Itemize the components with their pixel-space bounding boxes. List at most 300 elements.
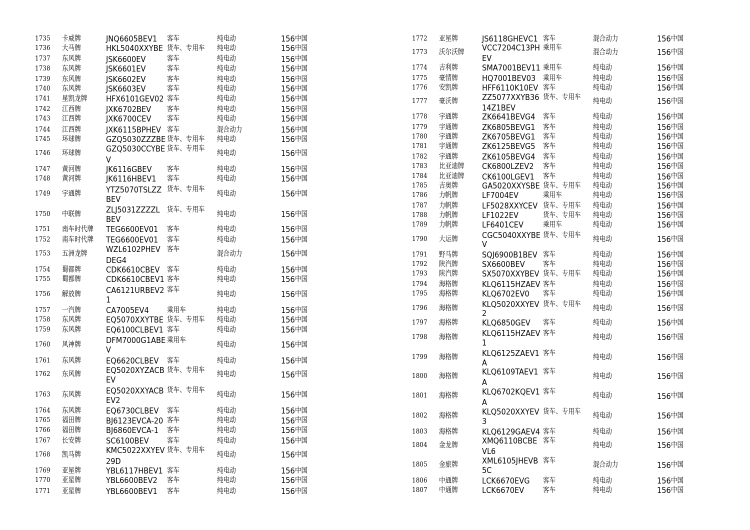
row-number: 1793 [412, 270, 428, 278]
brand-name: 力帆牌 [439, 211, 458, 220]
batch-number: 156 [657, 200, 671, 211]
power-type: 纯电动 [217, 290, 236, 298]
brand-name: 东风牌 [62, 85, 81, 93]
table-row [35, 386, 375, 406]
vehicle-type: 客车 [167, 326, 180, 334]
model-code: CDK6610CBEV1 [106, 275, 165, 285]
country: 中国 [294, 477, 308, 485]
model-code: ZK6805BEVG1 [482, 122, 536, 132]
batch-number: 156 [657, 426, 671, 437]
country: 中国 [670, 486, 684, 495]
power-type: 纯电动 [217, 175, 236, 184]
brand-name: 海格牌 [439, 319, 458, 328]
batch-number: 156 [281, 188, 295, 199]
power-type: 纯电动 [217, 149, 236, 158]
table-row [412, 201, 747, 211]
brand-name: 东风牌 [62, 326, 81, 334]
power-type: 纯电动 [593, 182, 612, 190]
brand-name: 海格牌 [439, 427, 458, 436]
model-code: EQ6730CLBEV [106, 405, 159, 416]
batch-number: 156 [281, 54, 295, 64]
vehicle-type: 客车 [543, 329, 556, 337]
brand-name: 南车时代牌 [62, 235, 94, 244]
country: 中国 [294, 235, 308, 244]
model-code: ZK6705BEVG1 [482, 132, 536, 142]
model-code: YBL6600BEV1 [106, 486, 158, 496]
vehicle-type: 货车、专用车 [167, 185, 205, 194]
batch-number: 156 [657, 411, 671, 421]
power-type: 混合动力 [593, 35, 619, 43]
batch-number: 156 [281, 34, 295, 44]
table-row [35, 34, 375, 44]
row-number: 1786 [412, 192, 428, 200]
table-row [35, 446, 375, 466]
power-type: 纯电动 [593, 192, 612, 200]
table-row [35, 486, 375, 496]
vehicle-type: 客车 [167, 356, 180, 365]
brand-name: 环球牌 [62, 149, 81, 158]
table-row [412, 73, 747, 83]
power-type: 纯电动 [217, 406, 236, 415]
row-number: 1800 [412, 373, 428, 381]
power-type: 纯电动 [217, 65, 236, 73]
table-row [35, 94, 375, 104]
country: 中国 [670, 251, 684, 259]
batch-number: 156 [657, 289, 671, 299]
brand-name: 比亚迪牌 [439, 162, 465, 170]
batch-number: 156 [657, 34, 671, 44]
table-row [412, 221, 747, 231]
brand-name: 南车时代牌 [62, 225, 94, 234]
batch-number: 156 [281, 425, 295, 436]
vehicle-type: 客车 [167, 75, 180, 83]
batch-number: 156 [281, 174, 295, 185]
batch-number: 156 [657, 269, 671, 280]
country: 中国 [670, 133, 684, 141]
vehicle-type: 客车 [543, 84, 556, 92]
table-row [412, 142, 747, 152]
model-code: HFX6101GEV02 [106, 94, 164, 104]
table-row [35, 305, 375, 315]
batch-number: 156 [657, 141, 671, 152]
power-type: 纯电动 [217, 266, 236, 274]
power-type: 纯电动 [593, 319, 612, 328]
country: 中国 [670, 260, 684, 269]
country: 中国 [294, 55, 308, 63]
country: 中国 [294, 290, 308, 298]
row-number: 1746 [35, 149, 51, 158]
power-type: 纯电动 [217, 276, 236, 284]
brand-name: 陕汽牌 [439, 270, 458, 278]
batch-number: 156 [281, 74, 295, 84]
table-row [412, 211, 747, 221]
power-type: 纯电动 [217, 436, 236, 445]
power-type: 纯电动 [593, 353, 612, 361]
power-type: 纯电动 [217, 115, 236, 123]
country: 中国 [670, 98, 684, 106]
power-type: 纯电动 [217, 451, 236, 459]
brand-name: 海格牌 [439, 373, 458, 381]
brand-name: 江西牌 [62, 105, 81, 113]
brand-name: 海格牌 [439, 280, 458, 288]
table-row [412, 289, 747, 299]
vehicle-type: 货车、专用车 [543, 270, 581, 278]
vehicle-type: 客车 [167, 276, 180, 284]
table-row [412, 152, 747, 162]
brand-name: 陕汽牌 [439, 260, 458, 269]
power-type: 混合动力 [217, 125, 243, 133]
model-code: YTZ5070TSLZZ BEV [106, 184, 162, 205]
model-code: JXK6702BEV [106, 104, 152, 114]
power-type: 纯电动 [217, 189, 236, 198]
table-row [412, 348, 747, 368]
power-type: 纯电动 [217, 426, 236, 435]
vehicle-type: 客车 [543, 162, 556, 170]
country: 中国 [294, 316, 308, 324]
model-code: KLQ6129GAEV4 [482, 426, 541, 437]
table-row [35, 225, 375, 235]
brand-name: 豪沃牌 [439, 98, 458, 106]
model-code: KMC5022XXYEV 29D [106, 445, 165, 466]
row-number: 1764 [35, 406, 51, 415]
row-number: 1787 [412, 201, 428, 210]
brand-name: 大马牌 [62, 45, 81, 53]
table-row [35, 436, 375, 446]
power-type: 纯电动 [593, 270, 612, 278]
model-code: LF1022EV [482, 210, 519, 221]
country: 中国 [294, 95, 308, 103]
vehicle-type: 客车 [543, 143, 556, 151]
batch-number: 156 [281, 275, 295, 285]
country: 中国 [294, 35, 308, 43]
row-number: 1797 [412, 319, 428, 328]
country: 中国 [670, 427, 684, 436]
power-type: 纯电动 [593, 123, 612, 131]
batch-number: 156 [281, 435, 295, 446]
vehicle-type: 货车、专用车 [543, 408, 581, 416]
brand-name: 豪情牌 [439, 74, 458, 82]
vehicle-type: 客车 [167, 246, 180, 254]
power-type: 纯电动 [217, 467, 236, 475]
country: 中国 [294, 65, 308, 73]
model-code: JS6118GHEVC1 [482, 34, 538, 44]
batch-number: 156 [657, 220, 671, 230]
table-row [35, 175, 375, 185]
brand-name: 东风牌 [62, 356, 81, 365]
batch-number: 156 [281, 84, 295, 94]
vehicle-type: 货车、专用车 [167, 366, 205, 375]
vehicle-type: 客车 [167, 105, 180, 113]
vehicle-type: 客车 [543, 123, 556, 131]
batch-number: 156 [281, 64, 295, 74]
row-number: 1743 [35, 115, 51, 123]
vehicle-type: 客车 [167, 225, 180, 234]
model-code: KLQ5020XXYEV 3 [482, 407, 540, 427]
brand-name: 解放牌 [62, 290, 81, 298]
batch-number: 156 [281, 355, 295, 366]
row-number: 1735 [35, 35, 51, 43]
power-type: 纯电动 [217, 105, 236, 113]
power-type: 纯电动 [217, 477, 236, 485]
table-row [35, 426, 375, 436]
row-number: 1795 [412, 290, 428, 298]
vehicle-type: 客车 [167, 416, 180, 425]
batch-number: 156 [657, 210, 671, 221]
vehicle-type: 客车 [543, 35, 556, 43]
batch-number: 156 [281, 465, 295, 476]
batch-number: 156 [657, 47, 671, 58]
brand-name: 环球牌 [62, 135, 81, 143]
country: 中国 [670, 192, 684, 200]
vehicle-type: 客车 [543, 388, 556, 396]
row-number: 1805 [412, 461, 428, 469]
batch-number: 156 [657, 191, 671, 201]
power-type: 纯电动 [593, 201, 612, 210]
row-number: 1759 [35, 326, 51, 334]
vehicle-type: 货车、专用车 [167, 316, 205, 324]
brand-name: 吉利牌 [439, 64, 458, 72]
country: 中国 [294, 426, 308, 435]
vehicle-type: 客车 [543, 113, 556, 121]
model-code: SMA7001BEV11 [482, 63, 541, 73]
table-row [35, 165, 375, 175]
table-row [412, 329, 747, 349]
batch-number: 156 [281, 134, 295, 145]
batch-number: 156 [657, 460, 671, 470]
country: 中国 [294, 189, 308, 198]
power-type: 纯电动 [217, 35, 236, 43]
model-code: GZQ5030ZZZBE [106, 134, 166, 145]
model-code: BJ6860EVCA-1 [106, 425, 159, 436]
vehicle-type: 客车 [543, 172, 556, 180]
batch-number: 156 [281, 104, 295, 114]
power-type: 纯电动 [593, 476, 612, 485]
brand-name: 风神牌 [62, 340, 81, 349]
row-number: 1755 [35, 276, 51, 284]
model-code: KLQ6109TAEV1 A [482, 367, 539, 388]
brand-name: 吉奥牌 [439, 182, 458, 190]
table-row [412, 162, 747, 172]
brand-name: 东风牌 [62, 75, 81, 83]
model-code: HQ7001BEV03 [482, 73, 536, 83]
country: 中国 [294, 75, 308, 83]
row-number: 1740 [35, 85, 51, 93]
table-row [35, 416, 375, 426]
vehicle-type: 客车 [167, 266, 180, 274]
model-code: YBL6600BEV2 [106, 476, 158, 486]
left-table [35, 34, 375, 496]
power-type: 纯电动 [217, 75, 236, 83]
country: 中国 [670, 392, 684, 400]
table-row [412, 230, 747, 250]
table-row [412, 260, 747, 270]
power-type: 纯电动 [593, 211, 612, 220]
batch-number: 156 [657, 475, 671, 486]
table-row [412, 181, 747, 191]
country: 中国 [670, 235, 684, 243]
vehicle-type: 货车、专用车 [167, 145, 205, 154]
country: 中国 [670, 333, 684, 342]
vehicle-type: 客车 [543, 280, 556, 288]
country: 中国 [294, 85, 308, 93]
power-type: 纯电动 [217, 225, 236, 234]
brand-name: 海格牌 [439, 290, 458, 298]
batch-number: 156 [657, 151, 671, 162]
row-number: 1798 [412, 333, 428, 342]
power-type: 纯电动 [217, 135, 236, 143]
model-code: DFM7000G1ABE V [106, 335, 166, 356]
batch-number: 156 [657, 161, 671, 172]
power-type: 混合动力 [593, 49, 619, 57]
power-type: 纯电动 [217, 326, 236, 334]
brand-name: 江西牌 [62, 115, 81, 123]
right-table [412, 34, 747, 495]
row-number: 1752 [35, 235, 51, 244]
brand-name: 江西牌 [62, 125, 81, 133]
brand-name: 金龙牌 [439, 441, 458, 450]
brand-name: 卡威牌 [62, 35, 81, 43]
vehicle-type: 乘用车 [543, 64, 562, 72]
batch-number: 156 [281, 389, 295, 400]
row-number: 1766 [35, 426, 51, 435]
model-code: SC6100BEV [106, 435, 149, 446]
batch-number: 156 [657, 112, 671, 122]
row-number: 1801 [412, 392, 428, 400]
row-number: 1748 [35, 175, 51, 184]
power-type: 纯电动 [593, 221, 612, 229]
row-number: 1788 [412, 211, 428, 220]
vehicle-type: 乘用车 [543, 44, 562, 53]
model-code: VCC7204C13PH EV [482, 43, 541, 64]
row-number: 1753 [35, 250, 51, 258]
country: 中国 [294, 451, 308, 459]
model-code: SX6600BEV [482, 259, 525, 270]
power-type: 纯电动 [593, 84, 612, 92]
country: 中国 [294, 125, 308, 133]
country: 中国 [294, 225, 308, 234]
vehicle-type: 货车、专用车 [543, 182, 581, 190]
power-type: 纯电动 [593, 441, 612, 450]
row-number: 1802 [412, 412, 428, 420]
country: 中国 [670, 211, 684, 220]
batch-number: 156 [281, 339, 295, 350]
vehicle-type: 客车 [167, 406, 180, 415]
row-number: 1806 [412, 476, 428, 485]
brand-name: 福田牌 [62, 416, 81, 425]
country: 中国 [670, 270, 684, 278]
country: 中国 [294, 115, 308, 123]
vehicle-type: 货车、专用车 [543, 300, 581, 308]
batch-number: 156 [657, 259, 671, 270]
model-code: EQ5020XXYACB EV2 [106, 385, 164, 406]
country: 中国 [670, 143, 684, 151]
model-code: SQJ6900B1BEV [482, 249, 538, 260]
brand-name: 福田牌 [62, 426, 81, 435]
model-code: SX5070XXYBEV [482, 269, 540, 280]
table-row [35, 74, 375, 84]
model-code: TEG6600EV01 [106, 224, 159, 235]
batch-number: 156 [281, 94, 295, 104]
vehicle-type: 客车 [543, 319, 556, 328]
table-row [35, 275, 375, 285]
brand-name: 亚星牌 [62, 467, 81, 475]
power-type: 纯电动 [217, 370, 236, 379]
model-code: EQ6100CLBEV1 [106, 325, 164, 335]
model-code: KLQ6850GEV [482, 318, 531, 329]
country: 中国 [294, 356, 308, 365]
vehicle-type: 客车 [543, 437, 556, 445]
row-number: 1756 [35, 290, 51, 298]
batch-number: 156 [281, 164, 295, 175]
row-number: 1750 [35, 210, 51, 218]
table-row [412, 319, 747, 329]
country: 中国 [670, 172, 684, 180]
batch-number: 156 [657, 83, 671, 93]
brand-name: 金旅牌 [439, 461, 458, 469]
batch-number: 156 [657, 73, 671, 83]
vehicle-type: 客车 [543, 368, 556, 377]
country: 中国 [670, 74, 684, 82]
row-number: 1770 [35, 477, 51, 485]
brand-name: 宇通牌 [439, 123, 458, 131]
country: 中国 [294, 436, 308, 445]
power-type: 纯电动 [593, 373, 612, 381]
row-number: 1789 [412, 221, 428, 229]
row-number: 1772 [412, 35, 428, 43]
batch-number: 156 [281, 315, 295, 325]
country: 中国 [294, 135, 308, 143]
brand-name: 五洲龙牌 [62, 250, 88, 258]
power-type: 纯电动 [217, 390, 236, 399]
model-code: LCK6670EVG [482, 475, 530, 486]
brand-name: 东风牌 [62, 65, 81, 73]
row-number: 1780 [412, 133, 428, 141]
model-code: LF6401CEV [482, 220, 524, 230]
model-code: LF7004EV [482, 191, 519, 201]
brand-name: 海格牌 [439, 333, 458, 342]
vehicle-type: 客车 [543, 486, 556, 495]
batch-number: 156 [281, 148, 295, 159]
power-type: 纯电动 [217, 316, 236, 324]
power-type: 纯电动 [217, 416, 236, 425]
country: 中国 [294, 149, 308, 158]
power-type: 纯电动 [593, 172, 612, 180]
table-row [35, 335, 375, 355]
country: 中国 [294, 105, 308, 113]
power-type: 纯电动 [593, 412, 612, 420]
vehicle-type: 客车 [543, 427, 556, 436]
row-number: 1763 [35, 390, 51, 399]
row-number: 1807 [412, 486, 428, 495]
table-row [35, 185, 375, 205]
model-code: JXK6700CEV [106, 114, 152, 124]
power-type: 纯电动 [593, 133, 612, 141]
table-row [35, 285, 375, 305]
model-code: HKL5040XXYBE [106, 44, 163, 54]
model-code: KLQ5020XXYEV 2 [482, 299, 540, 319]
brand-name: 海格牌 [439, 353, 458, 361]
batch-number: 156 [657, 279, 671, 289]
brand-name: 亚星牌 [62, 477, 81, 485]
country: 中国 [670, 123, 684, 131]
table-row [412, 83, 747, 93]
row-number: 1757 [35, 306, 51, 314]
brand-name: 中联牌 [62, 210, 81, 218]
table-row [35, 104, 375, 114]
row-number: 1804 [412, 441, 428, 450]
power-type: 纯电动 [217, 487, 236, 495]
vehicle-type: 客车 [167, 436, 180, 445]
